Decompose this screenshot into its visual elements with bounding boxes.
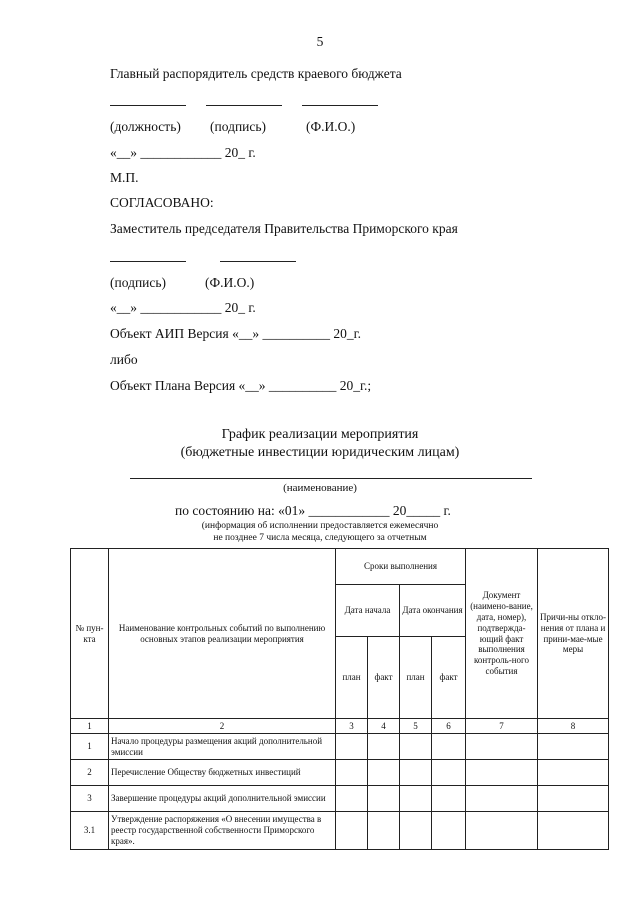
header-reasons: Причи-ны откло-нения от плана и прини-мае-мые меры — [538, 549, 609, 719]
or-word: либо — [110, 352, 138, 367]
state-date-line: по состоянию на: «01» ____________ 20_____ г. — [175, 503, 451, 518]
header-fact: факт — [432, 637, 466, 719]
name-underline — [130, 478, 532, 479]
column-number: 5 — [400, 719, 432, 734]
header-start-date: Дата начала — [336, 585, 400, 637]
label-position: (должность) — [110, 119, 181, 134]
approver-date-line: «__» ____________ 20_ г. — [110, 300, 256, 315]
cell-empty — [538, 734, 609, 760]
cell-empty — [432, 812, 466, 850]
table-header-row — [71, 549, 609, 585]
cell-empty — [368, 786, 400, 812]
cell-empty — [466, 760, 538, 786]
row-number: 2 — [71, 760, 109, 786]
cell-empty — [336, 760, 368, 786]
header-fact: факт — [368, 637, 400, 719]
aip-version-line: Объект АИП Версия «__» __________ 20_г. — [110, 326, 361, 341]
header-plan: план — [400, 637, 432, 719]
cell-empty — [368, 812, 400, 850]
column-number: 4 — [368, 719, 400, 734]
header-terms: Сроки выполнения — [336, 549, 466, 585]
row-number: 1 — [71, 734, 109, 760]
cell-empty — [538, 760, 609, 786]
cell-empty — [538, 786, 609, 812]
header-document: Документ (наимено-вание, дата, номер), подтвержда-ющий факт выполнения контроль-ного события — [466, 549, 538, 719]
cell-empty — [400, 786, 432, 812]
cell-empty — [400, 760, 432, 786]
cell-empty — [466, 812, 538, 850]
cell-empty — [368, 760, 400, 786]
cell-empty — [466, 734, 538, 760]
header-title: Главный распорядитель средств краевого бюджета — [110, 66, 402, 81]
row-event-name: Утверждение распоряжения «О внесении имущества в реестр государственной собственности Приморского края». — [109, 812, 336, 850]
approver-label-fio: (Ф.И.О.) — [205, 275, 255, 290]
cell-empty — [368, 734, 400, 760]
header-end-date: Дата окончания — [400, 585, 466, 637]
row-event-name: Завершение процедуры акций дополнительной эмиссии — [109, 786, 336, 812]
table-row — [71, 734, 609, 760]
table-row — [71, 812, 609, 850]
column-numbers-row — [71, 719, 609, 734]
cell-empty — [538, 812, 609, 850]
stamp-place: М.П. — [110, 170, 139, 185]
column-number: 7 — [466, 719, 538, 734]
report-note-line2: не позднее 7 числа месяца, следующего за отчетным — [213, 533, 427, 543]
cell-empty — [336, 786, 368, 812]
report-note-line1: (информация об исполнении предоставляется ежемесячно — [201, 521, 439, 531]
header-item-no: № пун-кта — [71, 549, 109, 719]
plan-version-line: Объект Плана Версия «__» __________ 20_г.; — [110, 378, 372, 393]
column-number: 8 — [538, 719, 609, 734]
schedule-subtitle: (бюджетные инвестиции юридическим лицам) — [180, 445, 460, 460]
page-number: 5 — [316, 34, 324, 49]
schedule-table — [70, 548, 609, 850]
signature-line-sign — [206, 105, 282, 106]
cell-empty — [432, 760, 466, 786]
approver-signature-line — [110, 261, 186, 262]
header-event-name: Наименование контрольных событий по выполнению основных этапов реализации мероприятия — [109, 549, 336, 719]
column-number: 3 — [336, 719, 368, 734]
cell-empty — [400, 734, 432, 760]
column-number: 2 — [109, 719, 336, 734]
column-number: 1 — [71, 719, 109, 734]
cell-empty — [336, 734, 368, 760]
approver-label-signature: (подпись) — [110, 275, 167, 290]
cell-empty — [432, 786, 466, 812]
table-row — [71, 786, 609, 812]
row-event-name: Начало процедуры размещения акций дополнительной эмиссии — [109, 734, 336, 760]
row-number: 3.1 — [71, 812, 109, 850]
column-number: 6 — [432, 719, 466, 734]
signature-line-position — [110, 105, 186, 106]
label-signature: (подпись) — [210, 119, 267, 134]
agreed-heading: СОГЛАСОВАНО: — [110, 195, 214, 210]
header-plan: план — [336, 637, 368, 719]
name-caption: (наименование) — [283, 482, 357, 494]
row-event-name: Перечисление Обществу бюджетных инвестиций — [109, 760, 336, 786]
schedule-title: График реализации мероприятия — [221, 427, 419, 442]
approver-position: Заместитель председателя Правительства Приморского края — [110, 221, 458, 236]
cell-empty — [432, 734, 466, 760]
cell-empty — [466, 786, 538, 812]
table-row — [71, 760, 609, 786]
approver-fio-line — [220, 261, 296, 262]
row-number: 3 — [71, 786, 109, 812]
signature-line-fio — [302, 105, 378, 106]
cell-empty — [400, 812, 432, 850]
cell-empty — [336, 812, 368, 850]
label-fio: (Ф.И.О.) — [306, 119, 356, 134]
header-date-line: «__» ____________ 20_ г. — [110, 145, 256, 160]
